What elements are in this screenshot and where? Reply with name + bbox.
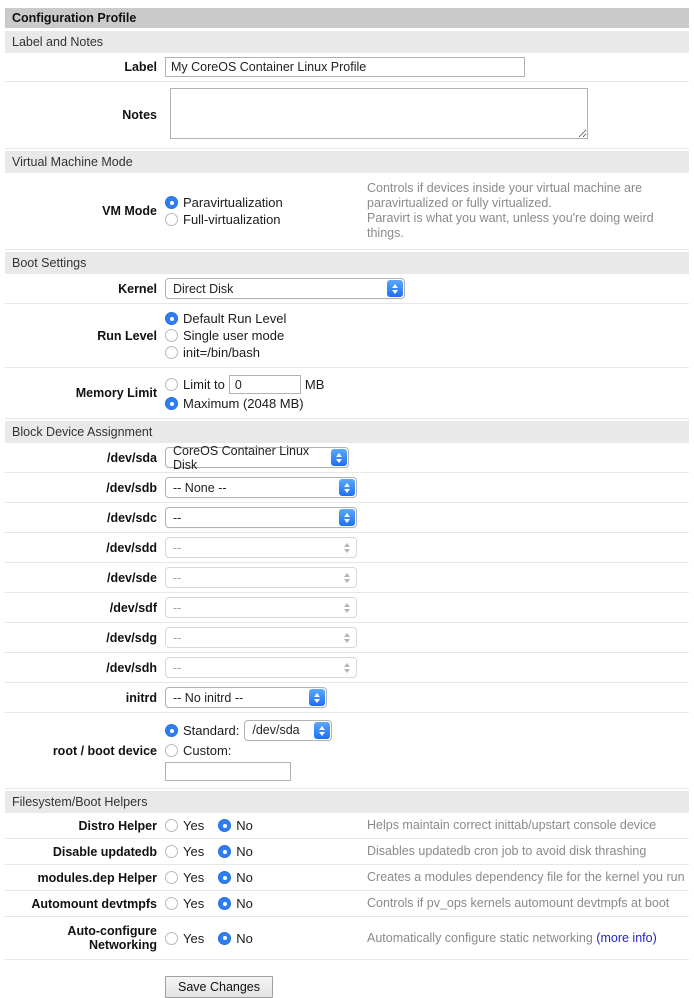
helper-help-text: Disables updatedb cron job to avoid disk thrashing: [367, 844, 647, 858]
helper-help-text: Helps maintain correct inittab/upstart console device: [367, 818, 657, 832]
device-label: /dev/sdc: [106, 510, 157, 525]
memory-limit-row: [5, 367, 689, 418]
sdg-select-value: --: [173, 630, 182, 645]
memory-unit-label: MB: [304, 377, 325, 392]
sdb-select-value: -- None --: [173, 480, 227, 495]
root-device-select-value: /dev/sda: [252, 723, 300, 737]
radio-unselected-icon[interactable]: [165, 346, 178, 359]
distro-helper-yes[interactable]: Yes: [165, 817, 204, 834]
root-boot-device-row: [5, 712, 689, 788]
device-label: /dev/sdf: [109, 600, 157, 615]
modules-dep-yes[interactable]: Yes: [165, 869, 204, 886]
radio-unselected-icon[interactable]: [165, 819, 178, 832]
vm-mode-option-paravirtualization[interactable]: Paravirtualization: [165, 194, 367, 211]
sdc-select[interactable]: [165, 507, 357, 528]
save-changes-button[interactable]: Save Changes: [165, 976, 273, 998]
run-level-label: Run Level: [97, 328, 157, 343]
vm-mode-row: [5, 173, 689, 249]
radio-unselected-icon[interactable]: [165, 213, 178, 226]
vm-mode-option-full-virtualization[interactable]: Full-virtualization: [165, 211, 367, 228]
select-stepper-icon: [339, 539, 355, 556]
select-stepper-icon: [339, 629, 355, 646]
initrd-select-value: -- No initrd --: [173, 690, 244, 705]
sda-select[interactable]: [165, 443, 349, 472]
more-info-link[interactable]: (more info): [596, 930, 657, 945]
radio-unselected-icon[interactable]: [165, 329, 178, 342]
block-device-row-sda: [5, 443, 689, 472]
radio-unselected-icon[interactable]: [165, 897, 178, 910]
select-stepper-icon: [339, 599, 355, 616]
sdc-select-value: --: [173, 510, 182, 525]
run-level-row: [5, 303, 689, 367]
block-device-row-sdb: [5, 472, 689, 502]
run-level-option-single-user[interactable]: Single user mode: [165, 327, 286, 344]
device-label: /dev/sdb: [106, 480, 157, 495]
root-device-option-custom[interactable]: Custom:: [165, 742, 332, 759]
kernel-row: [5, 274, 689, 303]
section-header-block-device-assignment: Block Device Assignment: [5, 421, 689, 443]
memory-limit-option-limit-to[interactable]: Limit to 0 MB: [165, 374, 324, 395]
radio-selected-icon[interactable]: [165, 312, 178, 325]
sdd-select-value: --: [173, 540, 182, 555]
initrd-row: [5, 682, 689, 712]
initrd-select[interactable]: [165, 687, 327, 708]
helper-label: Distro Helper: [78, 818, 157, 833]
radio-selected-icon[interactable]: [165, 724, 178, 737]
helper-label: Disable updatedb: [52, 844, 157, 859]
radio-unselected-icon[interactable]: [165, 744, 178, 757]
memory-limit-option-maximum[interactable]: Maximum (2048 MB): [165, 395, 324, 412]
radio-unselected-icon[interactable]: [165, 378, 178, 391]
section-header-filesystem-boot-helpers: Filesystem/Boot Helpers: [5, 791, 689, 813]
helper-help-text: Automatically configure static networking (more info): [367, 930, 657, 945]
block-device-row-sde: [5, 562, 689, 592]
select-stepper-icon: [387, 280, 403, 297]
label-input[interactable]: [165, 57, 525, 77]
sda-select-value: CoreOS Container Linux Disk: [173, 443, 310, 472]
distro-helper-no[interactable]: No: [218, 817, 253, 834]
memory-limit-input[interactable]: [229, 375, 301, 394]
sdf-select: [165, 597, 357, 618]
label-field-label: Label: [124, 60, 157, 74]
auto-configure-networking-yes[interactable]: Yes: [165, 930, 204, 947]
radio-selected-icon[interactable]: [218, 819, 231, 832]
helper-label: Auto-configure Networking: [67, 924, 157, 952]
automount-devtmpfs-yes[interactable]: Yes: [165, 895, 204, 912]
kernel-select[interactable]: [165, 278, 405, 299]
block-device-row-sdc: [5, 502, 689, 532]
block-device-row-sdg: [5, 622, 689, 652]
notes-textarea[interactable]: [170, 88, 588, 139]
block-device-row-sdh: [5, 652, 689, 682]
sdd-select: [165, 537, 357, 558]
helper-label: modules.dep Helper: [37, 870, 157, 885]
radio-unselected-icon[interactable]: [165, 871, 178, 884]
sdg-select: [165, 627, 357, 648]
device-label: /dev/sdg: [106, 630, 157, 645]
vm-mode-help: Controls if devices inside your virtual machine are paravirtualized or fully virtualized. Paravirt is what you want, unless you're doing weird things.: [367, 181, 654, 240]
radio-selected-icon[interactable]: [218, 871, 231, 884]
automount-devtmpfs-row: [5, 890, 689, 916]
section-header-boot-settings: Boot Settings: [5, 252, 689, 274]
sdh-select: [165, 657, 357, 678]
page-title: Configuration Profile: [5, 8, 689, 28]
notes-row: [5, 81, 689, 148]
radio-selected-icon[interactable]: [165, 196, 178, 209]
section-header-label-and-notes: Label and Notes: [5, 31, 689, 53]
select-stepper-icon: [331, 449, 347, 466]
disable-updatedb-yes[interactable]: Yes: [165, 843, 204, 860]
sdh-select-value: --: [173, 660, 182, 675]
label-row: [5, 53, 689, 81]
distro-helper-row: [5, 813, 689, 838]
root-device-option-standard[interactable]: Standard: /dev/sda: [165, 719, 332, 742]
select-stepper-icon: [339, 659, 355, 676]
block-device-row-sdd: [5, 532, 689, 562]
radio-selected-icon[interactable]: [218, 845, 231, 858]
auto-configure-networking-no[interactable]: No: [218, 930, 253, 947]
custom-root-device-input[interactable]: [165, 762, 291, 781]
root-boot-device-label: root / boot device: [52, 743, 157, 758]
device-label: /dev/sdh: [106, 660, 157, 675]
radio-selected-icon[interactable]: [218, 932, 231, 945]
select-stepper-icon: [314, 722, 330, 739]
automount-devtmpfs-no[interactable]: No: [218, 895, 253, 912]
initrd-label: initrd: [125, 690, 157, 705]
notes-field-label: Notes: [122, 108, 157, 122]
device-label: /dev/sda: [106, 450, 157, 465]
run-level-option-default[interactable]: Default Run Level: [165, 310, 286, 327]
block-device-row-sdf: [5, 592, 689, 622]
sdf-select-value: --: [173, 600, 182, 615]
kernel-select-value: Direct Disk: [173, 281, 234, 296]
auto-configure-networking-row: [5, 916, 689, 959]
disable-updatedb-row: [5, 838, 689, 864]
section-header-virtual-machine-mode: Virtual Machine Mode: [5, 151, 689, 173]
helper-label: Automount devtmpfs: [31, 896, 157, 911]
modules-dep-helper-row: [5, 864, 689, 890]
radio-unselected-icon[interactable]: [165, 932, 178, 945]
kernel-label: Kernel: [118, 281, 157, 296]
helper-help-text: Controls if pv_ops kernels automount devtmpfs at boot: [367, 896, 670, 910]
disable-updatedb-no[interactable]: No: [218, 843, 253, 860]
sdb-select[interactable]: [165, 477, 357, 498]
sde-select: [165, 567, 357, 588]
helper-help-text: Creates a modules dependency file for the kernel you run: [367, 870, 685, 884]
device-label: /dev/sde: [106, 570, 157, 585]
modules-dep-no[interactable]: No: [218, 869, 253, 886]
radio-selected-icon[interactable]: [165, 397, 178, 410]
device-label: /dev/sdd: [106, 540, 157, 555]
radio-unselected-icon[interactable]: [165, 845, 178, 858]
memory-limit-label: Memory Limit: [75, 386, 157, 400]
select-stepper-icon: [339, 509, 355, 526]
select-stepper-icon: [339, 569, 355, 586]
vm-mode-label: VM Mode: [102, 204, 157, 218]
radio-selected-icon[interactable]: [218, 897, 231, 910]
root-device-select[interactable]: [244, 720, 332, 741]
run-level-option-init-bash[interactable]: init=/bin/bash: [165, 344, 286, 361]
sde-select-value: --: [173, 570, 182, 585]
select-stepper-icon: [339, 479, 355, 496]
select-stepper-icon: [309, 689, 325, 706]
